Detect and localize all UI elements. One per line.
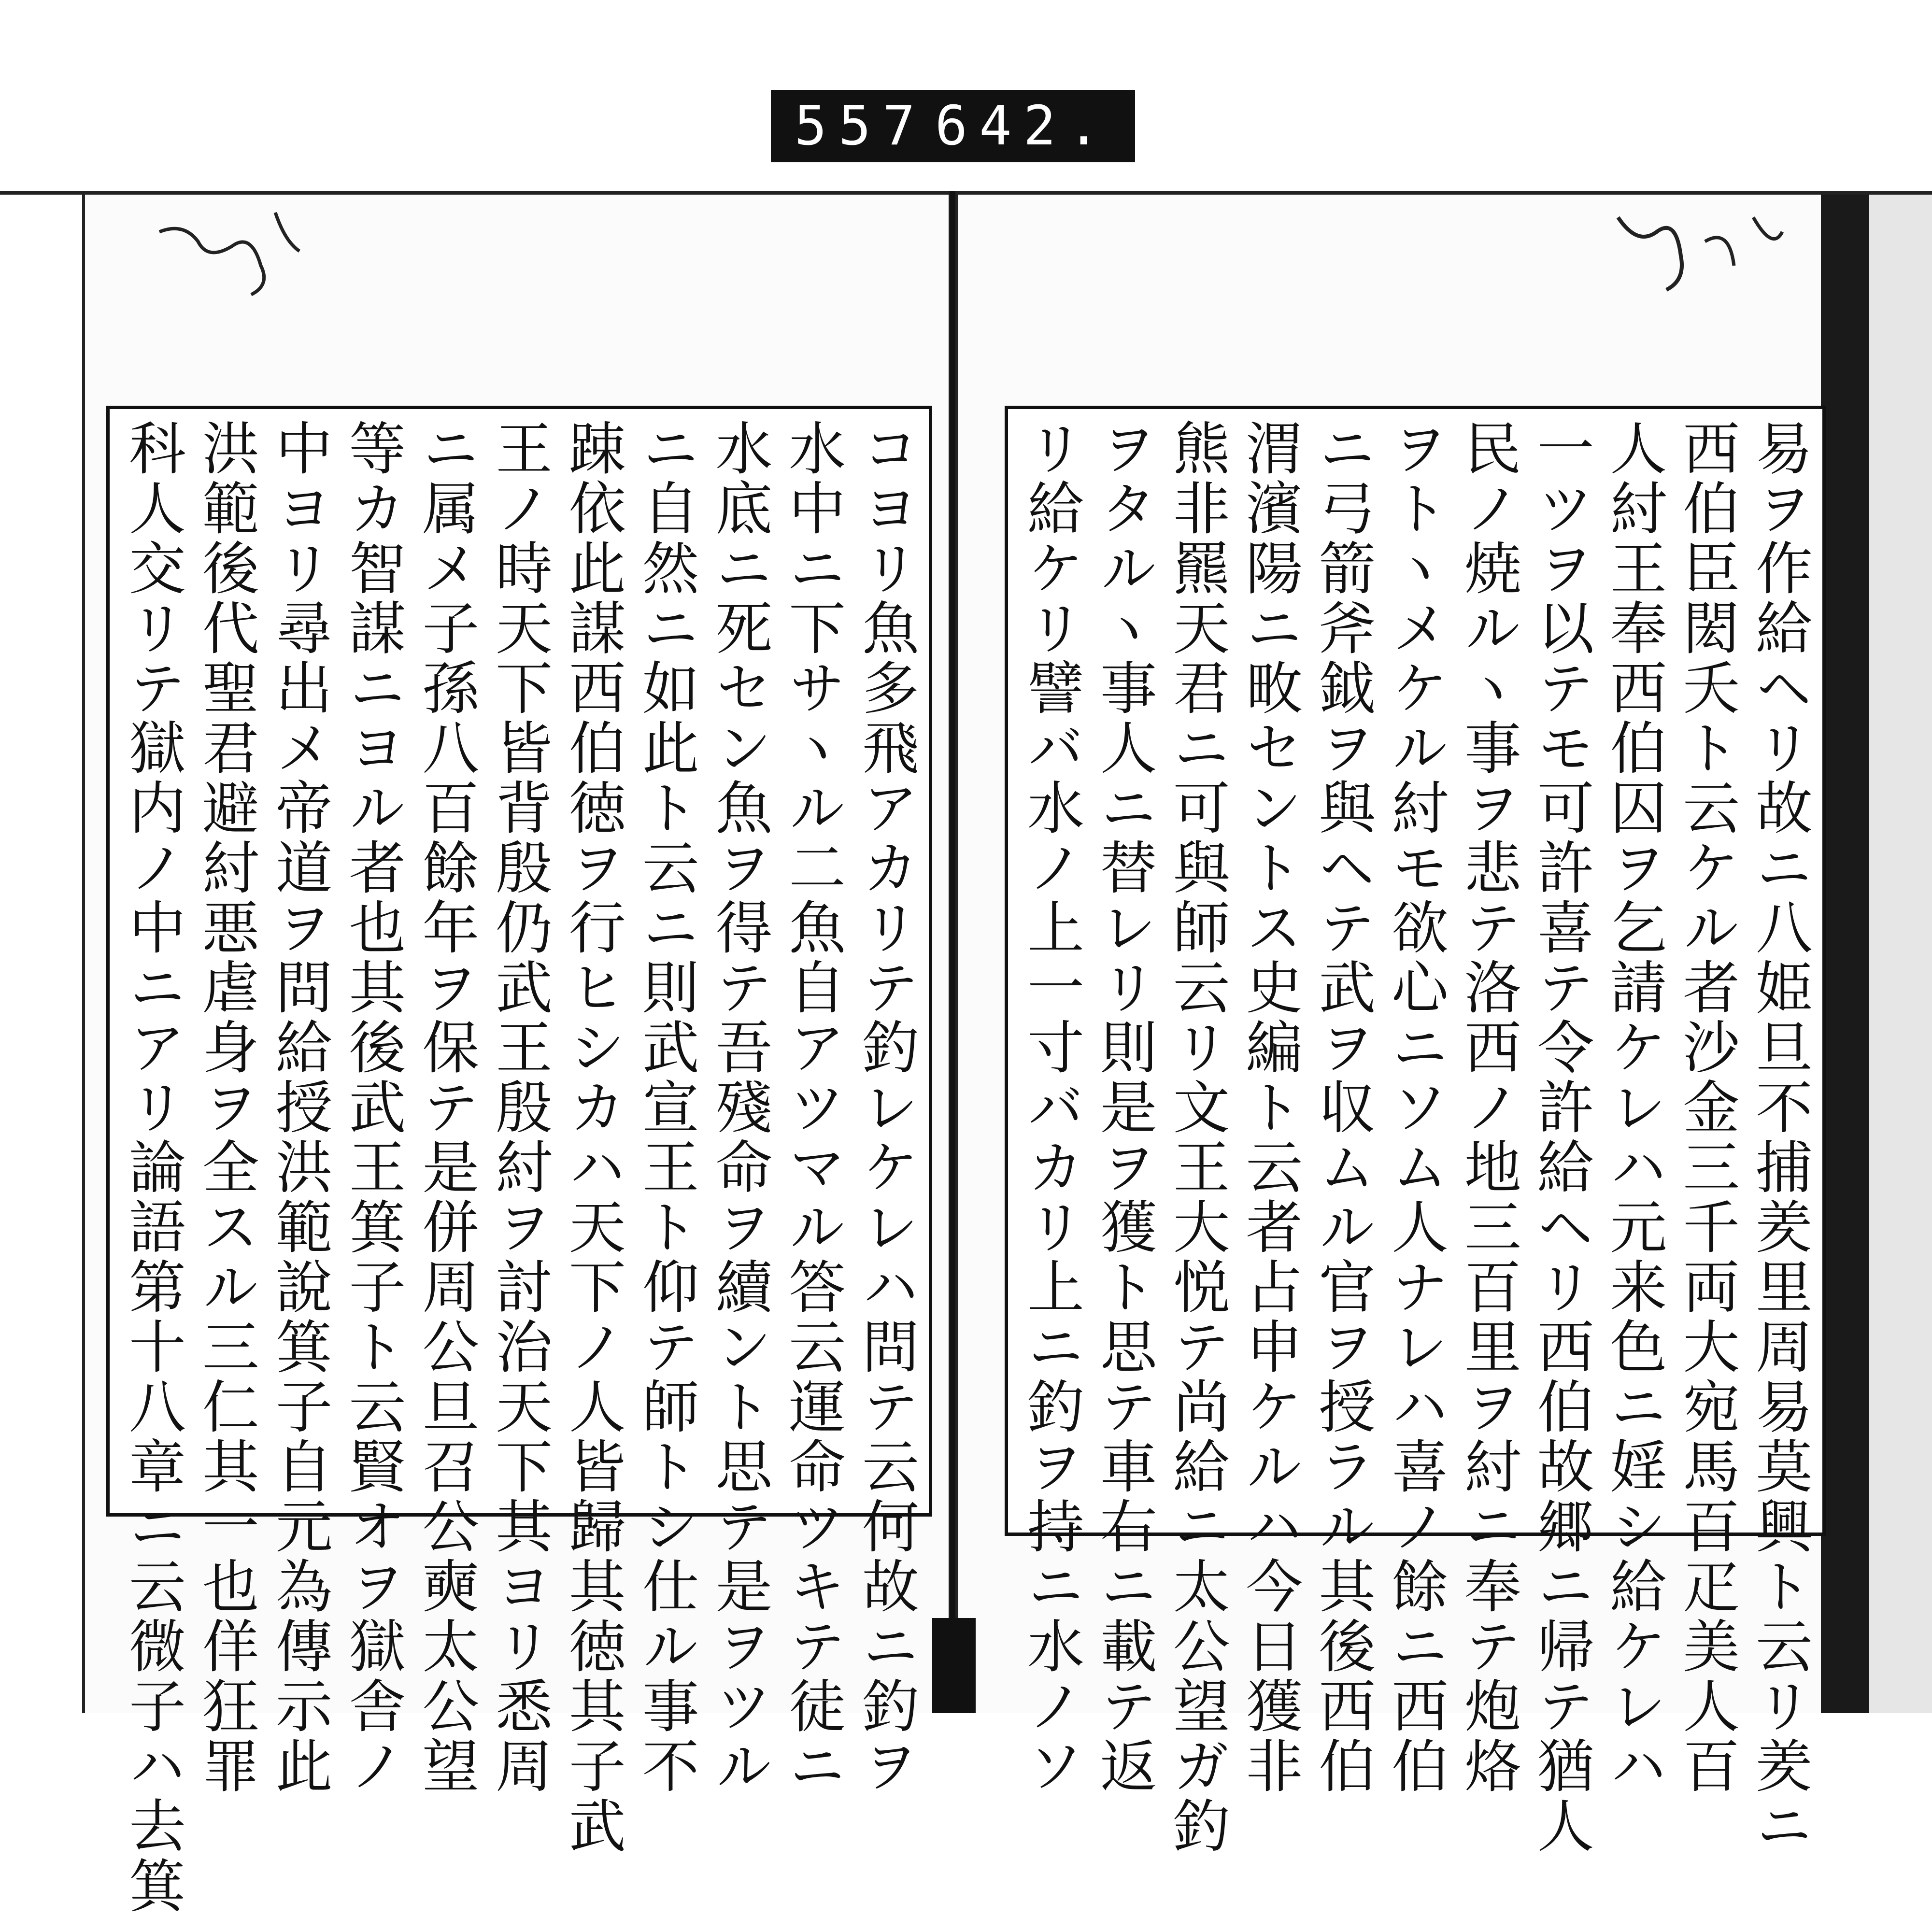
text-column: 易ヲ作給ヘリ故ニ八姫旦不捕羑里周易莫興ト云リ羑ニ [1746, 419, 1813, 1856]
text-column: 水中ニ下サヽル二魚自アツマル答云運命ツキテ徒ニ [779, 419, 846, 1796]
text-column: ニ自然ニ如此ト云ニ則武宣王ト仰テ師トシ仕ル事不 [632, 419, 699, 1796]
text-column: ヲトヽメケル紂モ欲心ニソム人ナレハ喜ノ餘ニ西伯 [1381, 419, 1449, 1796]
left-text-frame [106, 406, 932, 1916]
text-column: コヨリ魚多飛アカリテ釣レケレハ問テ云何故ニ釣ヲ [852, 419, 919, 1796]
text-column: 民ノ焼ルヽ事ヲ悲テ洛西ノ地三百里ヲ紂ニ奉テ炮烙 [1454, 419, 1521, 1796]
decorative-root-mark-right [1608, 198, 1792, 295]
decorative-root-mark-left [155, 203, 319, 299]
right-text-frame [1005, 406, 1826, 1856]
text-column: 王ノ時天下皆背殷仍武王殷紂ヲ討治天下其ヨリ悉周 [485, 419, 553, 1796]
text-column: ヲタルヽ事人ニ替レリ則是ヲ獲ト思テ車右ニ載テ返 [1090, 419, 1157, 1796]
text-column: 熊非羆天君ニ可與師云リ文王大悦テ尚給ニ太公望ガ釣 [1163, 419, 1230, 1856]
text-column: 水底ニ死セン魚ヲ得テ吾殘命ヲ續ント思テ是ヲツル [706, 419, 773, 1796]
text-column: 科人交リテ獄内ノ中ニアリ論語第十八章ニ云微子ハ去箕 [119, 419, 186, 1916]
text-column: 一ツヲ以テモ可許喜テ令許給ヘリ西伯故郷ニ帰テ猶人 [1527, 419, 1594, 1856]
text-column: 踈依此謀西伯徳ヲ行ヒシカハ天下ノ人皆歸其徳其子武 [559, 419, 626, 1856]
text-column: 中ヨリ尋出メ帝道ヲ問給授洪範說箕子自元為傳示此 [266, 419, 333, 1796]
text-column: 西伯臣閎夭ト云ケル者沙金三千両大宛馬百疋美人百 [1673, 419, 1740, 1796]
catalog-number-right: 642. [935, 95, 1112, 157]
book-spine [950, 191, 955, 1713]
text-column: ニ属メ子孫八百餘年ヲ保テ是併周公旦召公奭太公望 [412, 419, 480, 1796]
page-edge [1869, 195, 1932, 1713]
book-binding [1821, 195, 1869, 1713]
text-column: 人紂王奉西伯囚ヲ乞請ケレハ元来色ニ婬シ給ケレハ [1600, 419, 1667, 1796]
text-column: 等カ智謀ニヨル者也其後武王箕子ト云賢オヲ獄舎ノ [339, 419, 406, 1796]
catalog-number-left: 557 [794, 95, 927, 157]
text-column: 渭濱陽ニ畋セントス史編ト云者占申ケルハ今日獲非 [1236, 419, 1303, 1796]
text-column: 洪範後代聖君避紂悪虐身ヲ全スル三仁其一也佯狂罪 [192, 419, 259, 1796]
catalog-number-tag [771, 90, 1135, 162]
spine-base [932, 1618, 976, 1713]
text-column: リ給ケリ譬バ水ノ上一寸バカリ上ニ釣ヲ持ニ水ノソ [1018, 419, 1084, 1796]
text-column: ニ弓箭斧鉞ヲ與ヘテ武ヲ収ムル官ヲ授ラル其後西伯 [1309, 419, 1376, 1796]
top-rule [0, 191, 1932, 195]
